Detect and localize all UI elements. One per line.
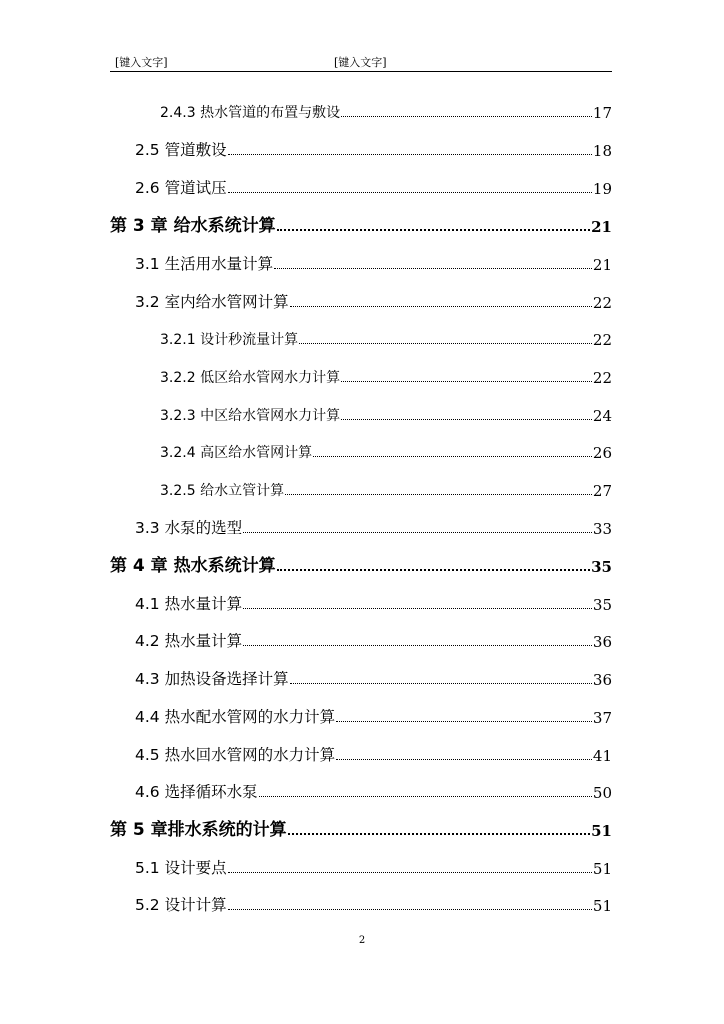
toc-entry-title: 4.4 热水配水管网的水力计算 xyxy=(135,708,336,726)
toc-entry-title: 3.2.1 设计秒流量计算 xyxy=(160,332,299,348)
toc-entry-title: 第 5 章排水系统的计算 xyxy=(110,820,287,840)
toc-entry-title: 4.6 选择循环水泵 xyxy=(135,783,258,801)
toc-entry-title: 2.5 管道敷设 xyxy=(135,141,227,159)
toc-entry-title: 5.1 设计要点 xyxy=(135,859,227,877)
header-left-text: [键入文字] xyxy=(115,56,168,69)
toc-entry-title: 3.2.2 低区给水管网水力计算 xyxy=(160,370,341,386)
toc-entry-page: 37 xyxy=(592,709,612,727)
toc-entry[interactable] xyxy=(135,288,612,312)
toc-entry-title: 4.1 热水量计算 xyxy=(135,595,243,613)
toc-entry[interactable] xyxy=(135,250,612,274)
toc-entry-title: 4.5 热水回水管网的水力计算 xyxy=(135,746,336,764)
toc-entry-title: 3.1 生活用水量计算 xyxy=(135,255,274,273)
toc-entry[interactable] xyxy=(160,401,612,425)
toc-entry[interactable] xyxy=(135,741,612,765)
toc-entry[interactable] xyxy=(135,891,612,915)
toc-leader-dots xyxy=(299,343,592,344)
toc-entry-title: 4.3 加热设备选择计算 xyxy=(135,670,289,688)
toc-leader-dots xyxy=(313,456,592,457)
toc-leader-dots xyxy=(228,909,592,910)
toc-entry-page: 21 xyxy=(592,256,612,274)
toc-entry[interactable] xyxy=(135,778,612,802)
header-center-text: [键入文字] xyxy=(334,56,387,69)
toc-entry-title: 3.2.3 中区给水管网水力计算 xyxy=(160,408,341,424)
toc-entry[interactable] xyxy=(160,325,612,349)
toc-leader-dots xyxy=(274,268,592,269)
toc-entry[interactable] xyxy=(135,514,612,538)
toc-leader-dots xyxy=(341,116,592,117)
toc-entry-page: 22 xyxy=(592,369,612,387)
toc-entry-page: 51 xyxy=(592,860,612,878)
toc-entry-title: 第 4 章 热水系统计算 xyxy=(110,556,276,576)
toc-leader-dots xyxy=(243,532,592,533)
page-header xyxy=(110,52,612,72)
toc-entry-title: 4.2 热水量计算 xyxy=(135,632,243,650)
toc-entry-page: 18 xyxy=(592,142,612,160)
toc-entry[interactable] xyxy=(135,174,612,198)
toc-entry-page: 19 xyxy=(592,180,612,198)
toc-leader-dots xyxy=(290,683,592,684)
toc-entry-page: 51 xyxy=(592,897,612,915)
toc-entry-page: 24 xyxy=(592,407,612,425)
toc-leader-dots xyxy=(288,833,590,835)
toc-leader-dots xyxy=(336,721,592,722)
toc-entry-page: 36 xyxy=(592,671,612,689)
toc-entry[interactable] xyxy=(135,665,612,689)
toc-entry-page: 17 xyxy=(592,104,612,122)
toc-entry-page: 36 xyxy=(592,633,612,651)
toc-entry[interactable] xyxy=(135,136,612,160)
toc-entry-page: 35 xyxy=(592,596,612,614)
toc-entry-page: 22 xyxy=(592,331,612,349)
toc-leader-dots xyxy=(259,796,592,797)
toc-entry[interactable] xyxy=(160,438,612,462)
toc-entry-title: 3.2 室内给水管网计算 xyxy=(135,293,289,311)
toc-entry-page: 21 xyxy=(591,218,612,236)
toc-entry-title: 2.6 管道试压 xyxy=(135,179,227,197)
toc-entry-title: 第 3 章 给水系统计算 xyxy=(110,216,276,236)
toc-entry[interactable] xyxy=(135,590,612,614)
toc-leader-dots xyxy=(341,381,592,382)
toc-leader-dots xyxy=(228,192,592,193)
toc-leader-dots xyxy=(277,229,591,231)
toc-leader-dots xyxy=(228,872,592,873)
toc-leader-dots xyxy=(341,419,592,420)
toc-leader-dots xyxy=(290,306,592,307)
toc-entry-page: 33 xyxy=(592,520,612,538)
page-number: 2 xyxy=(358,935,366,946)
toc-entry-title: 5.2 设计计算 xyxy=(135,896,227,914)
toc-chapter-entry[interactable] xyxy=(110,816,612,840)
toc-entry-page: 27 xyxy=(592,482,612,500)
toc-chapter-entry[interactable] xyxy=(110,552,612,576)
toc-entry-title: 2.4.3 热水管道的布置与敷设 xyxy=(160,105,341,121)
toc-leader-dots xyxy=(277,569,591,571)
toc-entry-page: 51 xyxy=(591,822,612,840)
toc-entry[interactable] xyxy=(160,98,612,122)
toc-leader-dots xyxy=(228,154,592,155)
toc-entry-title: 3.2.4 高区给水管网计算 xyxy=(160,445,313,461)
toc-entry-page: 50 xyxy=(592,784,612,802)
toc-entry-page: 22 xyxy=(592,294,612,312)
toc-leader-dots xyxy=(243,608,592,609)
toc-entry-title: 3.2.5 给水立管计算 xyxy=(160,483,285,499)
toc-entry-page: 26 xyxy=(592,444,612,462)
toc-entry[interactable] xyxy=(135,854,612,878)
toc-entry[interactable] xyxy=(135,703,612,727)
toc-entry-page: 41 xyxy=(592,747,612,765)
toc-entry[interactable] xyxy=(160,363,612,387)
toc-entry[interactable] xyxy=(135,627,612,651)
toc-leader-dots xyxy=(336,759,592,760)
toc-chapter-entry[interactable] xyxy=(110,212,612,236)
toc-entry-title: 3.3 水泵的选型 xyxy=(135,519,243,537)
toc-leader-dots xyxy=(243,645,592,646)
toc-entry-page: 35 xyxy=(591,558,612,576)
toc-entry[interactable] xyxy=(160,476,612,500)
toc-leader-dots xyxy=(285,494,592,495)
